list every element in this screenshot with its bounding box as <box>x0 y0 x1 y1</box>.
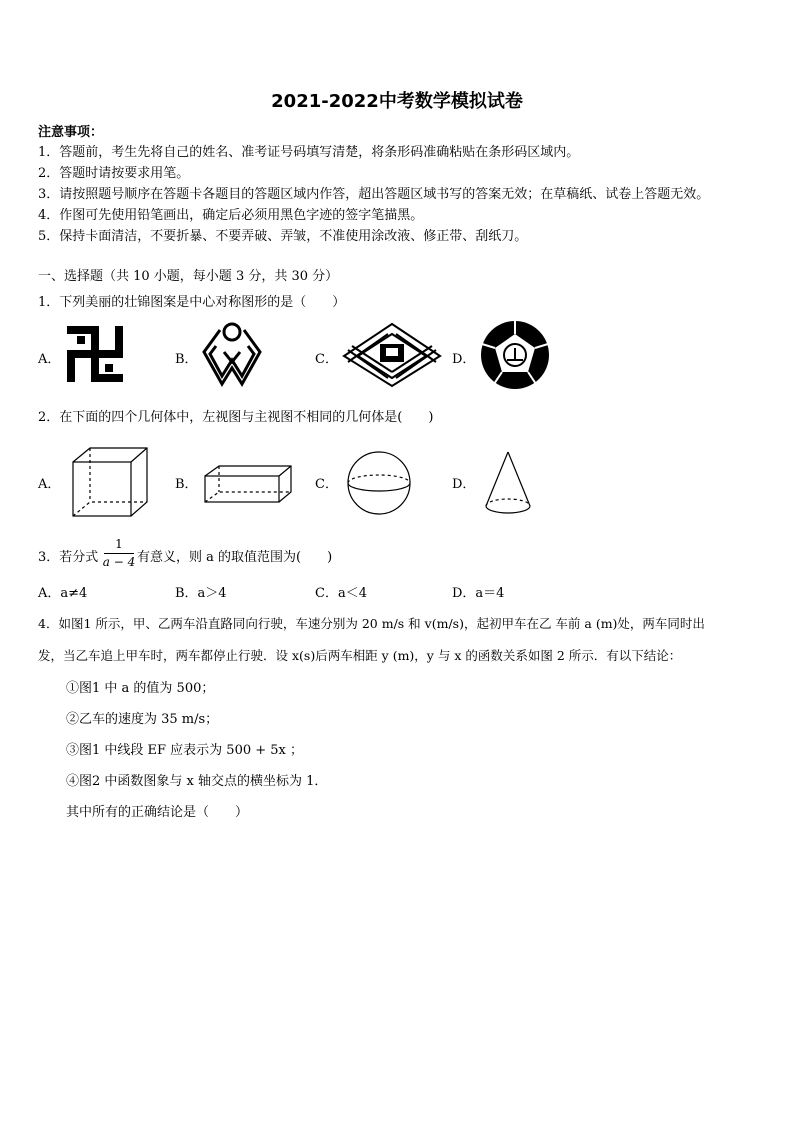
conclusion-3: ③图1 中线段 EF 应表示为 500 + 5x ； <box>66 743 304 758</box>
pattern-b-image <box>200 322 264 388</box>
notice-item: 2．答题时请按要求用笔。 <box>38 166 190 181</box>
q1-option-b-label: B． <box>175 352 198 367</box>
q2-option-c-label: C． <box>315 477 338 492</box>
q1-option-a-label: A． <box>38 352 61 367</box>
cube-image <box>70 446 150 518</box>
cuboid-image <box>203 464 295 504</box>
question-3-stem-start: 3．若分式 <box>38 550 99 565</box>
notice-item: 5．保持卡面清洁，不要折暴、不要弄破、弄皱，不准使用涂改液、修正带、刮纸刀。 <box>38 229 528 244</box>
pattern-d-image <box>480 320 550 390</box>
q1-option-d-label: D． <box>452 352 476 367</box>
notice-item: 3．请按照题号顺序在答题卡各题目的答题区域内作答，超出答题区域书写的答案无效；在草稿纸、试卷上答题无效。 <box>38 187 710 202</box>
question-1-stem: 1．下列美丽的壮锦图案是中心对称图形的是（ ） <box>38 295 346 310</box>
page-title: 2021-2022中考数学模拟试卷 <box>271 91 523 112</box>
q2-option-b-label: B． <box>175 477 198 492</box>
question-4-line-2: 发，当乙车追上甲车时，两车都停止行驶．设 x(s)后两车相距 y (m)，y 与 x 的函数关系如图 2 所示．有以下结论： <box>38 648 682 663</box>
q3-option-b: B．a＞4 <box>175 586 227 601</box>
question-4-prompt: 其中所有的正确结论是（ ） <box>66 805 249 820</box>
fraction-numerator: 1 <box>115 537 123 551</box>
conclusion-1: ①图1 中 a 的值为 500； <box>66 681 215 696</box>
question-2-stem: 2．在下面的四个几何体中，左视图与主视图不相同的几何体是( ) <box>38 410 434 425</box>
notice-heading: 注意事项： <box>38 125 104 140</box>
conclusion-2: ②乙车的速度为 35 m/s； <box>66 712 219 727</box>
fraction-denominator: a − 4 <box>102 555 136 569</box>
sphere-image <box>346 450 412 516</box>
q2-option-d-label: D． <box>452 477 476 492</box>
pattern-c-image <box>340 320 444 390</box>
q3-option-a: A．a≠4 <box>38 586 88 601</box>
q3-option-c: C．a＜4 <box>315 586 367 601</box>
q1-option-c-label: C． <box>315 352 338 367</box>
q3-option-d: D．a＝4 <box>452 586 505 601</box>
pattern-a-image <box>63 322 127 386</box>
section-heading: 一、选择题（共 10 小题，每小题 3 分，共 30 分） <box>38 269 339 284</box>
cone-image <box>483 450 533 516</box>
conclusion-4: ④图2 中函数图象与 x 轴交点的横坐标为 1． <box>66 774 328 789</box>
notice-item: 4．作图可先使用铅笔画出，确定后必须用黑色字迹的签字笔描黑。 <box>38 208 424 223</box>
notice-item: 1．答题前，考生先将自己的姓名、准考证号码填写清楚，将条形码准确粘贴在条形码区域内。 <box>38 145 580 160</box>
q2-option-a-label: A． <box>38 477 61 492</box>
fraction-bar <box>104 553 134 554</box>
question-3-stem-end: 有意义，则 a 的取值范围为( ) <box>137 550 333 565</box>
question-4-line-1: 4．如图1 所示，甲、乙两车沿直路同向行驶，车速分别为 20 m/s 和 v(m/s)，起初甲车在乙 车前 a (m)处，两车同时出 <box>38 616 705 631</box>
